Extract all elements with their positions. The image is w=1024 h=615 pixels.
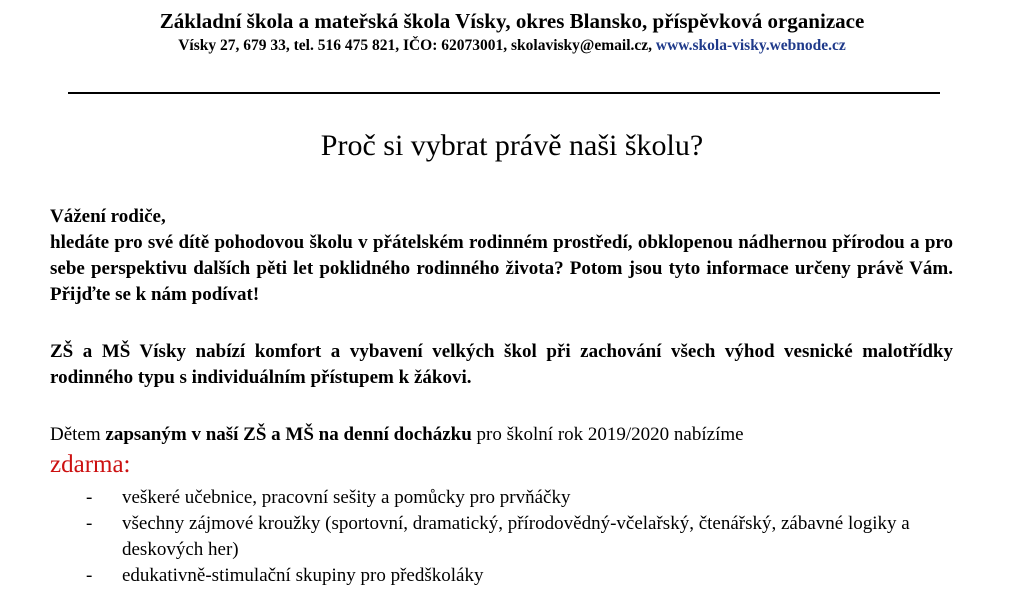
offer-paragraph: ZŠ a MŠ Vísky nabízí komfort a vybavení velkých škol při zachování všech výhod vesnické malotřídky rodinného typu s individuálním přístupem k žákovi. — [50, 341, 953, 388]
list-dash: - — [86, 487, 93, 508]
contact-line — [0, 36, 1024, 56]
enroll-suffix: pro školní rok 2019/2020 nabízíme — [471, 424, 744, 445]
school-name: Základní škola a mateřská škola Vísky, okres Blansko, příspěvková organizace — [159, 9, 865, 33]
greeting: Vážení rodiče, — [50, 206, 166, 227]
list-item-text: všechny zájmové kroužky (sportovní, dramatický, přírodovědný-včelařský, čtenářský, zábavné logiky a deskových her) — [122, 513, 910, 560]
list-item — [86, 563, 966, 589]
intro-paragraph — [50, 204, 953, 308]
list-item — [86, 485, 966, 511]
intro-text: hledáte pro své dítě pohodovou školu v přátelském rodinném prostředí, obklopenou nádhernou přírodou a pro sebe perspektivu dalších pěti let poklidného rodinného života? Potom jsou tyto informace určeny právě Vám. Přijďte se k nám podívat! — [50, 232, 953, 305]
list-dash: - — [86, 565, 93, 586]
benefits-list — [86, 485, 966, 589]
list-item — [86, 511, 966, 563]
enroll-prefix: Dětem — [50, 424, 106, 445]
free-label: zdarma: — [50, 451, 131, 478]
contact-details: Vísky 27, 679 33, tel. 516 475 821, IČO: 62073001, skolavisky@email.cz, — [178, 37, 656, 54]
website-link[interactable]: www.skola-visky.webnode.cz — [655, 37, 846, 54]
list-item-text: veškeré učebnice, pracovní sešity a pomůcky pro prvňáčky — [122, 487, 571, 508]
page-title: Proč si vybrat právě naši školu? — [320, 129, 704, 162]
enroll-paragraph — [50, 422, 953, 448]
header-divider — [68, 92, 940, 94]
list-item-text: edukativně-stimulační skupiny pro předškoláky — [122, 565, 484, 586]
enroll-bold: zapsaným v naší ZŠ a MŠ na denní docházku — [105, 424, 472, 445]
list-dash: - — [86, 513, 93, 534]
